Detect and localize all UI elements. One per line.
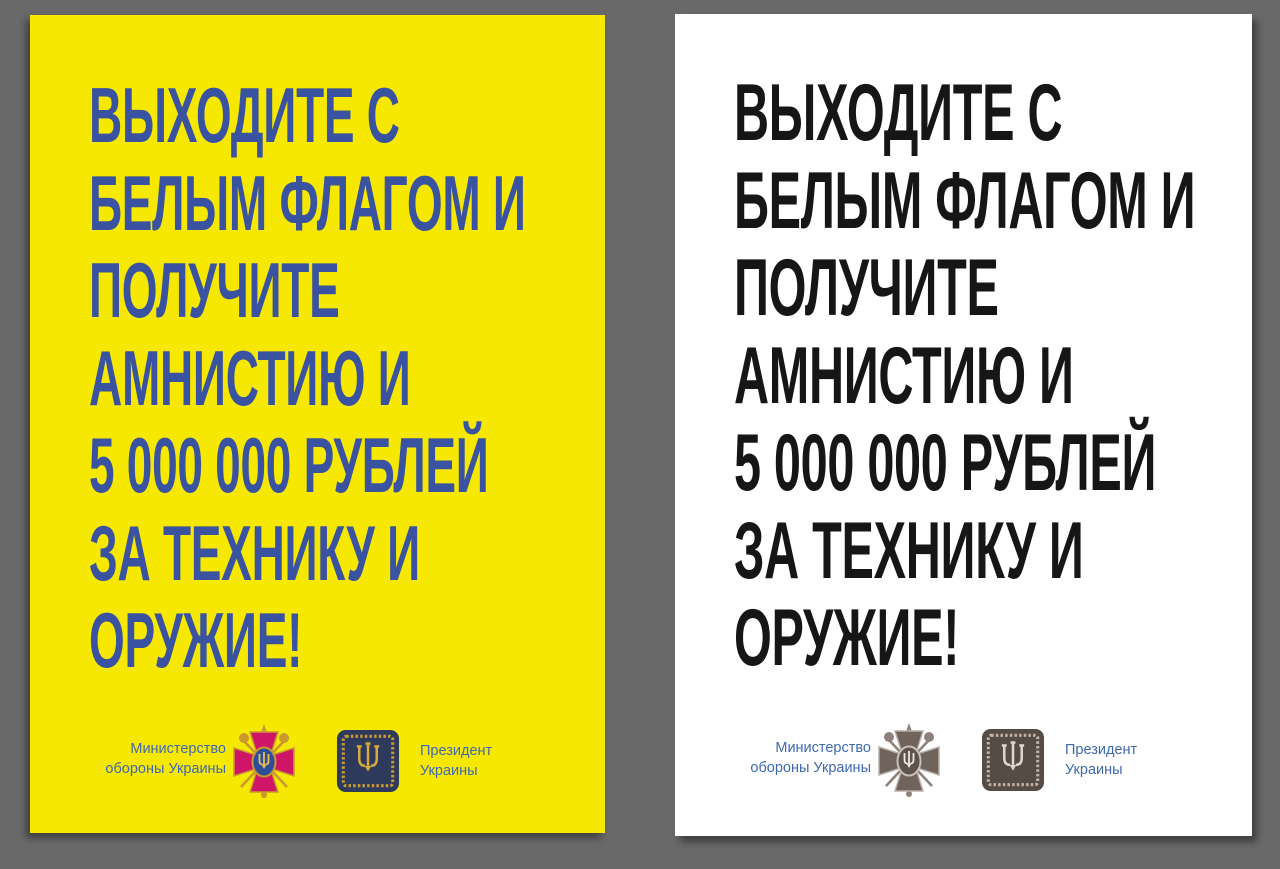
message-line: 5 000 000 РУБЛЕЙ [734,418,1157,508]
message-line: 5 000 000 РУБЛЕЙ [89,421,489,509]
poster-yellow [30,15,605,833]
message-line: ВЫХОДИТЕ С [734,68,1063,158]
message-line: ЗА ТЕХНИКУ И [89,508,420,597]
ministry-label-line1: Министерство [775,740,871,756]
message-line: ОРУЖИЕ! [734,593,960,683]
ministry-label-line1: Министерство [130,741,226,757]
ministry-label [70,740,226,779]
message-line: ОРУЖИЕ! [89,596,303,684]
ministry-of-defense-cross-emblem-icon [228,723,300,801]
message-line: ЗА ТЕХНИКУ И [734,505,1084,596]
ministry-label-line2: обороны Украины [105,760,226,777]
president-label-line1: Президент [420,743,493,759]
message-line: ВЫХОДИТЕ С [89,71,400,159]
president-of-ukraine-trident-emblem-icon [336,729,400,793]
poster-message [734,70,1252,683]
president-label-line2: Украины [420,762,478,779]
poster-message [89,72,605,685]
president-label [1065,741,1137,780]
message-line: ПОЛУЧИТЕ [734,243,999,333]
ministry-label [715,739,871,778]
message-line: ПОЛУЧИТЕ [89,246,340,334]
message-line: АМНИСТИЮ И [734,330,1074,421]
message-line: АМНИСТИЮ И [89,333,411,422]
poster-white [675,14,1252,836]
ministry-of-defense-cross-emblem-icon [873,722,945,800]
message-line: БЕЛЫМ ФЛАГОМ И [89,158,526,247]
president-label-line2: Украины [1065,761,1123,778]
president-label-line1: Президент [1065,742,1138,758]
message-line: БЕЛЫМ ФЛАГОМ И [734,155,1196,246]
ministry-label-line2: обороны Украины [750,759,871,776]
president-label [420,742,492,781]
president-of-ukraine-trident-emblem-icon [981,728,1045,792]
